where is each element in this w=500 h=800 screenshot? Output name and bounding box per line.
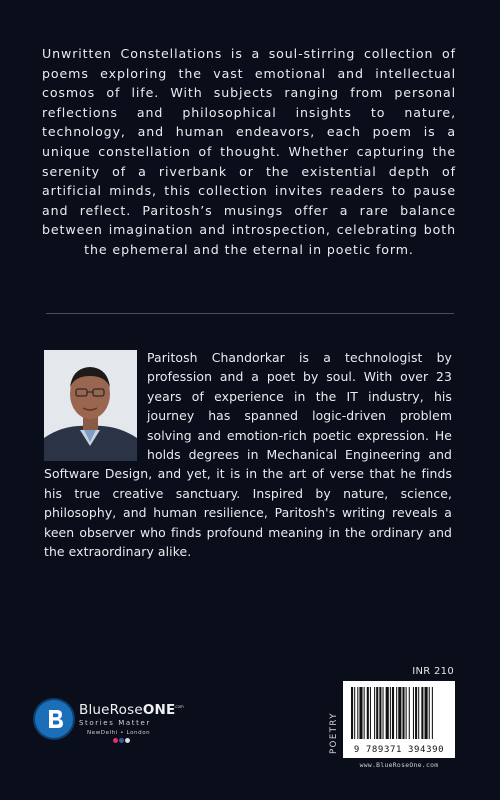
instagram-icon <box>113 738 118 743</box>
publisher-website: www.BlueRoseOne.com <box>359 761 439 769</box>
genre-label: POETRY <box>329 712 339 754</box>
social-icons <box>113 738 130 743</box>
publisher-tm: .com <box>174 704 184 709</box>
isbn-barcode <box>343 681 455 758</box>
publisher-name: BlueRoseONE <box>79 702 176 718</box>
author-photo <box>44 350 137 461</box>
isbn-number: 9 789371 394390 <box>353 745 445 755</box>
publisher-tagline: Stories Matter <box>79 719 151 727</box>
barcode-bars <box>343 681 455 743</box>
price-label: INR 210 <box>412 666 454 677</box>
author-section <box>44 348 452 561</box>
publisher-logo-icon <box>35 700 73 738</box>
author-bio: Paritosh Chandorkar is a technologist by profession and a poet by soul. With over 23 years of experience in the IT industry, his journey has spanned logic-driven problem solving and emotion-rich poetic expression. He holds degrees in Mechanical Engineering and Software Design, and yet, it is in the art of verse that he finds his true creative sanctuary. Inspired by nature, science, philosophy, and human resilience, Paritosh's writing reveals a keen observer who finds profound meaning in the ordinary and the extraordinary alike. <box>44 350 452 560</box>
facebook-icon <box>119 738 124 743</box>
publisher-cities: NewDelhi • London <box>87 730 151 736</box>
publisher-logo <box>35 700 185 760</box>
book-blurb: Unwritten Constellations is a soul-stirring collection of poems exploring the vast emotional and intellectual cosmos of life. With subjects ranging from personal reflections and philosophical insights to nature, technology, and human endeavors, each poem is a unique constellation of thought. Whether capturing the serenity of a riverbank or the existential depth of artificial minds, this collection invites readers to pause and reflect. Paritosh’s musings offer a rare balance between imagination and introspection, celebrating both the ephemeral and the eternal in poetic form. <box>42 46 456 257</box>
x-icon <box>125 738 130 743</box>
divider-line <box>46 313 454 314</box>
